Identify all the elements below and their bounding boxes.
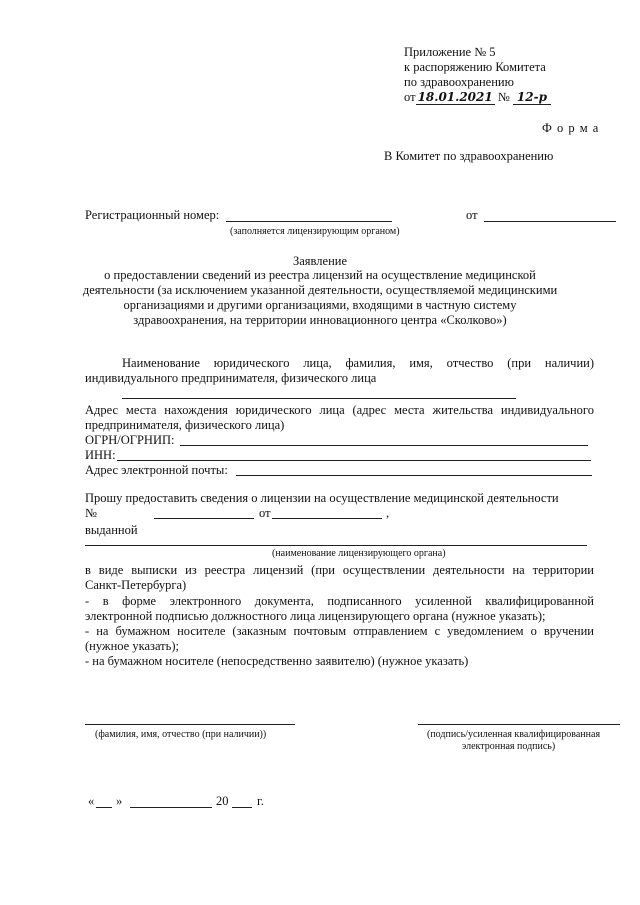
options-line-2: Санкт-Петербурга): [85, 578, 187, 592]
signature-sign-note-1: (подпись/усиленная квалифицированная: [427, 729, 601, 740]
appendix-number-label: №: [497, 90, 510, 104]
footer-year-suffix: г.: [257, 794, 264, 808]
footer-close-quote: »: [116, 794, 123, 808]
request-comma: ,: [386, 506, 390, 520]
options-line-4: электронной подписью должностного лица лицензирующего органа (нужное указать);: [85, 609, 546, 623]
applicant-name-input-line: [122, 398, 516, 399]
footer-month-line: [130, 807, 212, 808]
appendix-line-1: Приложение № 5: [404, 45, 496, 59]
inn-label: ИНН:: [85, 448, 116, 462]
options-line-1: в виде выписки из реестра лицензий (при осуществлении деятельности на территории: [85, 563, 594, 577]
options-line-5: - на бумажном носителе (заказным почтовым отправлением с уведомлением о вручении: [85, 624, 594, 638]
document-heading: Заявление: [292, 254, 347, 268]
appendix-date-row: [404, 90, 551, 105]
request-from-label: от: [259, 506, 271, 520]
request-issuer-note: (наименование лицензирующего органа): [272, 548, 446, 559]
form-label: Ф о р м а: [542, 121, 600, 135]
appendix-line-2: к распоряжению Комитета: [404, 60, 546, 74]
signature-sign-note-2: электронная подпись): [462, 741, 556, 752]
registration-date-label: от: [466, 208, 478, 222]
address-line-1: Адрес места нахождения юридического лица (адрес места жительства индивидуального: [85, 403, 594, 417]
appendix-from-prefix: от: [404, 90, 416, 104]
request-number-line: [154, 518, 254, 519]
request-line-1: Прошу предоставить сведения о лицензии на осуществление медицинской деятельности: [85, 491, 559, 505]
options-line-7: - на бумажном носителе (непосредственно заявителю) (нужное указать): [85, 654, 469, 668]
address-line-2: предпринимателя, физического лица): [85, 418, 285, 432]
addressee: В Комитет по здравоохранению: [384, 149, 554, 163]
appendix-line-3: по здравоохранению: [404, 75, 514, 89]
applicant-name-line-1: Наименование юридического лица, фамилия, имя, отчество (при наличии): [122, 356, 594, 370]
signature-name-note: (фамилия, имя, отчество (при наличии)): [95, 729, 267, 740]
title-line-4: здравоохранения, на территории инновационного центра «Сколково»): [133, 313, 507, 327]
footer-day-line: [96, 807, 112, 808]
title-line-1: о предоставлении сведений из реестра лицензий на осуществление медицинской: [104, 268, 536, 282]
request-date-line: [272, 518, 382, 519]
email-input-line: [236, 475, 592, 476]
signature-sign-line: [418, 724, 620, 725]
request-issuer-line: [85, 545, 587, 546]
footer-open-quote: «: [88, 794, 95, 808]
appendix-number-handwritten: 12-р: [513, 90, 551, 105]
registration-number-line: [226, 221, 392, 222]
registration-date-line: [484, 221, 616, 222]
footer-year-line: [232, 807, 252, 808]
options-line-3: - в форме электронного документа, подписанного усиленной квалифицированной: [85, 594, 594, 608]
inn-input-line: [117, 460, 591, 461]
registration-label: Регистрационный номер:: [85, 208, 220, 222]
options-line-6: (нужное указать);: [85, 639, 179, 653]
registration-note: (заполняется лицензирующим органом): [230, 226, 400, 237]
request-issued-label: выданной: [85, 523, 138, 537]
applicant-name-line-2: индивидуального предпринимателя, физического лица: [85, 371, 377, 385]
request-number-label: №: [85, 506, 97, 520]
signature-name-line: [85, 724, 295, 725]
appendix-date-handwritten: 18.01.2021: [417, 90, 493, 104]
ogrn-input-line: [180, 445, 588, 446]
ogrn-label: ОГРН/ОГРНИП:: [85, 433, 175, 447]
email-label: Адрес электронной почты:: [85, 463, 228, 477]
title-line-3: организациями и другими организациями, входящими в частную систему: [123, 298, 517, 312]
title-line-2: деятельности (за исключением указанной деятельности, осуществляемой медицинскими: [82, 283, 558, 297]
footer-year-prefix: 20: [216, 794, 229, 808]
